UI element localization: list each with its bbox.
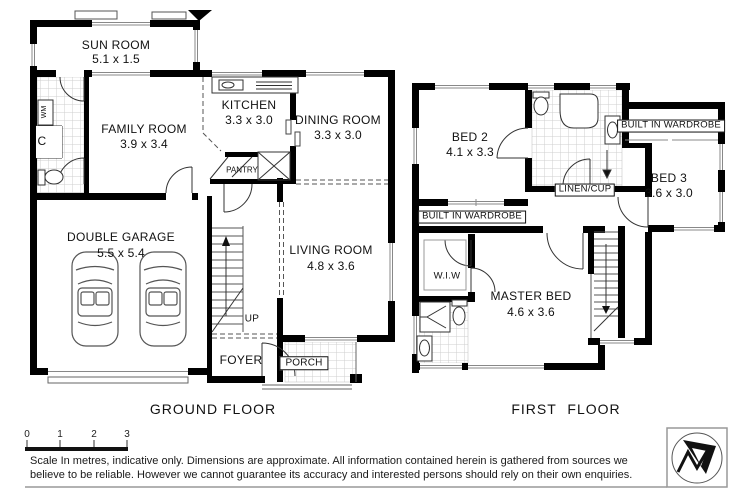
- room-dims-living-room: 4.8 x 3.6: [307, 259, 355, 274]
- built-in-wardrobe-label-bed3: BUILT IN WARDROBE: [617, 120, 725, 133]
- room-label-bed2: BED 2: [451, 130, 489, 145]
- deck-edge-icon: [75, 11, 186, 19]
- sink-icon: [219, 80, 243, 90]
- room-label-master-bed: MASTER BED: [490, 289, 572, 304]
- roof-edge-icon: [188, 10, 212, 21]
- first-floor-title: FIRST FLOOR: [511, 400, 621, 417]
- agency-logo-icon: [667, 428, 727, 487]
- ground-floor-plan: [30, 10, 395, 389]
- door-arc: [618, 197, 648, 227]
- door-arc: [497, 128, 528, 158]
- scale-bar: [25, 440, 128, 451]
- room-dims-dining-room: 3.3 x 3.0: [314, 128, 362, 143]
- walk-in-wardrobe-label: W.I.W: [433, 270, 461, 282]
- kitchen-bench: [212, 77, 298, 93]
- room-dims-master-bed: 4.6 x 3.6: [507, 305, 555, 320]
- room-label-pantry: PANTRY: [226, 165, 258, 175]
- room-label-foyer: FOYER: [219, 353, 263, 368]
- sliding-door-icon: [295, 132, 300, 146]
- room-label-living-room: LIVING ROOM: [289, 243, 373, 258]
- room-dims-bed2: 4.1 x 3.3: [446, 145, 494, 160]
- scale-tick-0: 0: [24, 429, 30, 440]
- door-arc: [166, 167, 192, 193]
- door-arc: [224, 184, 252, 212]
- scale-tick-2: 2: [91, 429, 97, 440]
- room-label-double-garage: DOUBLE GARAGE: [67, 230, 175, 245]
- scale-tick-3: 3: [124, 429, 130, 440]
- door-arc: [547, 233, 583, 269]
- cupboard-label: C: [37, 134, 47, 149]
- stairs-up-label: UP: [244, 313, 260, 325]
- toilet-icon: [452, 300, 467, 306]
- stairs-up: [212, 226, 243, 332]
- room-label-kitchen: KITCHEN: [221, 98, 277, 113]
- stairs-down: [591, 232, 618, 338]
- driveway-step: [48, 377, 188, 383]
- room-dims-kitchen: 3.3 x 3.0: [225, 113, 273, 128]
- room-dims-family-room: 3.9 x 3.4: [120, 137, 168, 152]
- room-label-bed3: BED 3: [650, 171, 688, 186]
- door-arc: [445, 240, 471, 266]
- sliding-door-icon: [286, 120, 291, 134]
- washing-machine-label: WM: [40, 105, 48, 119]
- ground-floor-title: GROUND FLOOR: [149, 400, 277, 417]
- room-dims-sun-room: 5.1 x 1.5: [92, 52, 140, 67]
- room-label-dining-room: DINING ROOM: [295, 113, 381, 128]
- toilet-icon: [38, 170, 45, 185]
- car-icon: [72, 252, 118, 346]
- wardrobe-outline: [424, 240, 466, 290]
- room-label-sun-room: SUN ROOM: [81, 38, 151, 53]
- built-in-wardrobe-label-bed2: BUILT IN WARDROBE: [418, 211, 526, 224]
- room-label-family-room: FAMILY ROOM: [101, 122, 187, 137]
- car-icon: [140, 252, 186, 346]
- room-label-porch: PORCH: [279, 356, 328, 370]
- disclaimer-line-2: believe to be reliable. However we cannot guarantee its accuracy and interested persons should rely on their own enquiries.: [30, 469, 633, 481]
- linen-cupboard-label: LINEN/CUP: [555, 184, 615, 197]
- room-dims-bed3: 3.6 x 3.0: [645, 186, 693, 201]
- bathtub-icon: [560, 94, 598, 128]
- disclaimer-line-1: Scale In metres, indicative only. Dimensions are approximate. All information contained herein is gathered from sources we: [30, 455, 628, 467]
- room-dims-double-garage: 5.5 x 5.4: [97, 246, 145, 261]
- scale-tick-1: 1: [57, 429, 63, 440]
